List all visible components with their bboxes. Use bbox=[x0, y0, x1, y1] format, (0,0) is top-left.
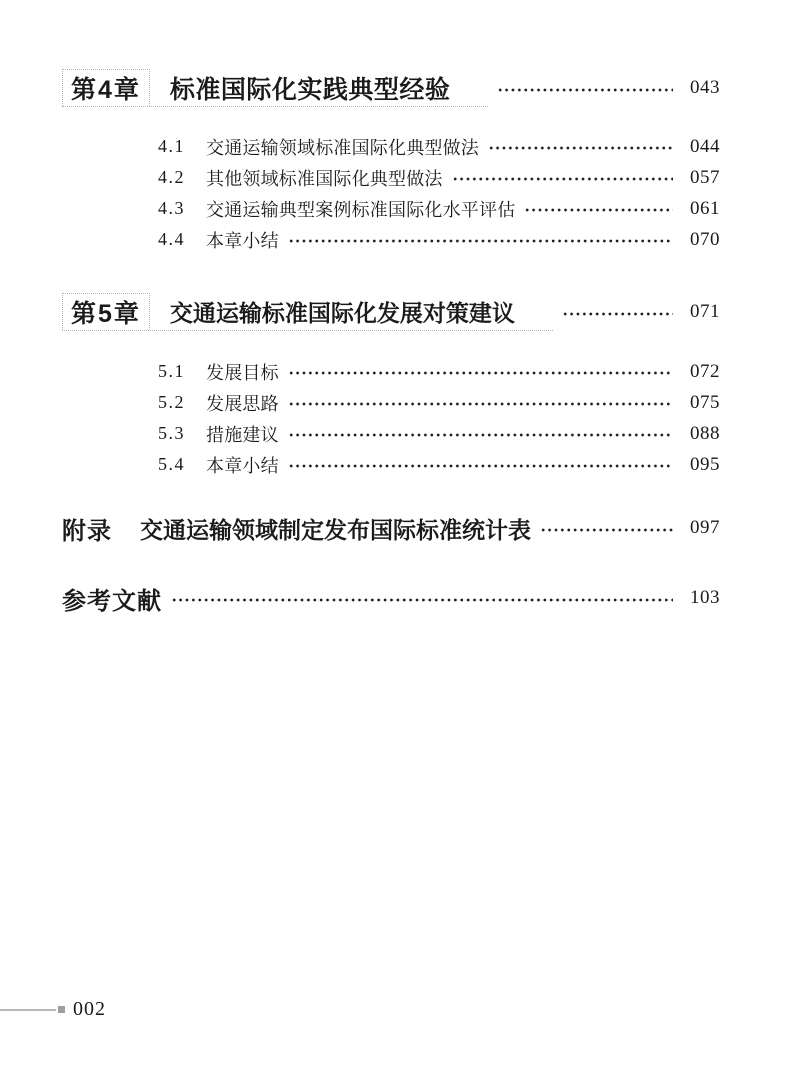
entry-title: 本章小结 bbox=[206, 455, 279, 476]
dot-leader bbox=[562, 312, 673, 316]
chapter-title: 标准国际化实践典型经验 bbox=[169, 75, 451, 104]
references-label: 参考文献 bbox=[62, 587, 162, 615]
dot-leader bbox=[524, 208, 673, 212]
entry-number: 4.3 bbox=[158, 198, 185, 218]
footer-square-marker bbox=[58, 1006, 65, 1013]
entry-page-number: 057 bbox=[690, 166, 720, 188]
appendix-label: 附录 bbox=[62, 517, 112, 545]
entry-number: 4.1 bbox=[158, 136, 185, 156]
toc-entry bbox=[62, 131, 720, 162]
entry-page-number: 061 bbox=[690, 197, 720, 219]
entry-title: 本章小结 bbox=[206, 230, 279, 251]
chapter-items bbox=[62, 131, 720, 255]
page-footer bbox=[0, 998, 790, 1026]
entry-page-number: 095 bbox=[690, 453, 720, 475]
dot-leader bbox=[540, 528, 673, 532]
dot-leader bbox=[288, 239, 673, 243]
entry-number: 5.1 bbox=[158, 361, 185, 381]
dot-leader bbox=[288, 464, 673, 468]
chapter-items bbox=[62, 356, 720, 480]
entry-title: 其他领域标准国际化典型做法 bbox=[206, 168, 443, 189]
entry-page-number: 070 bbox=[690, 228, 720, 250]
entry-title: 措施建议 bbox=[206, 424, 279, 445]
dot-leader bbox=[288, 371, 673, 375]
chapter-page-number: 043 bbox=[690, 77, 720, 98]
entry-number: 5.2 bbox=[158, 392, 185, 412]
toc-entry bbox=[62, 162, 720, 193]
chapter-heading bbox=[62, 293, 553, 331]
entry-page-number: 072 bbox=[690, 360, 720, 382]
dot-leader bbox=[288, 433, 673, 437]
footer-rule-line bbox=[0, 1009, 56, 1011]
entry-page-number: 044 bbox=[690, 135, 720, 157]
toc-entry bbox=[62, 224, 720, 255]
appendix-title: 交通运输领域制定发布国际标准统计表 bbox=[140, 516, 531, 543]
table-of-contents bbox=[62, 69, 720, 615]
chapter-title: 交通运输标准国际化发展对策建议 bbox=[169, 300, 515, 326]
chapter-number-box: 第5章 bbox=[62, 293, 150, 330]
entry-page-number: 075 bbox=[690, 391, 720, 413]
entry-number: 4.4 bbox=[158, 229, 185, 249]
dot-leader bbox=[452, 177, 673, 181]
chapter-page-number: 071 bbox=[690, 301, 720, 322]
entry-title: 交通运输典型案例标准国际化水平评估 bbox=[206, 199, 516, 220]
toc-entry bbox=[62, 193, 720, 224]
chapter-heading bbox=[62, 69, 488, 107]
entry-title: 发展思路 bbox=[206, 393, 279, 414]
chapter-number-box: 第4章 bbox=[62, 69, 150, 106]
entry-number: 5.3 bbox=[158, 423, 185, 443]
dot-leader bbox=[488, 146, 673, 150]
entry-number: 4.2 bbox=[158, 167, 185, 187]
entry-page-number: 088 bbox=[690, 422, 720, 444]
references-page-number: 103 bbox=[690, 587, 720, 608]
toc-entry bbox=[62, 418, 720, 449]
entry-title: 交通运输领域标准国际化典型做法 bbox=[206, 137, 479, 158]
dot-leader bbox=[288, 402, 673, 406]
dot-leader bbox=[497, 88, 673, 92]
references-row bbox=[62, 581, 720, 615]
appendix-row bbox=[62, 511, 720, 545]
toc-entry bbox=[62, 356, 720, 387]
toc-entry bbox=[62, 449, 720, 480]
appendix-page-number: 097 bbox=[690, 517, 720, 538]
chapter-heading-row bbox=[62, 69, 720, 107]
entry-title: 发展目标 bbox=[206, 362, 279, 383]
toc-entry bbox=[62, 387, 720, 418]
dot-leader bbox=[171, 598, 673, 602]
entry-number: 5.4 bbox=[158, 454, 185, 474]
footer-page-number: 002 bbox=[73, 998, 106, 1020]
chapter-heading-row bbox=[62, 293, 720, 331]
